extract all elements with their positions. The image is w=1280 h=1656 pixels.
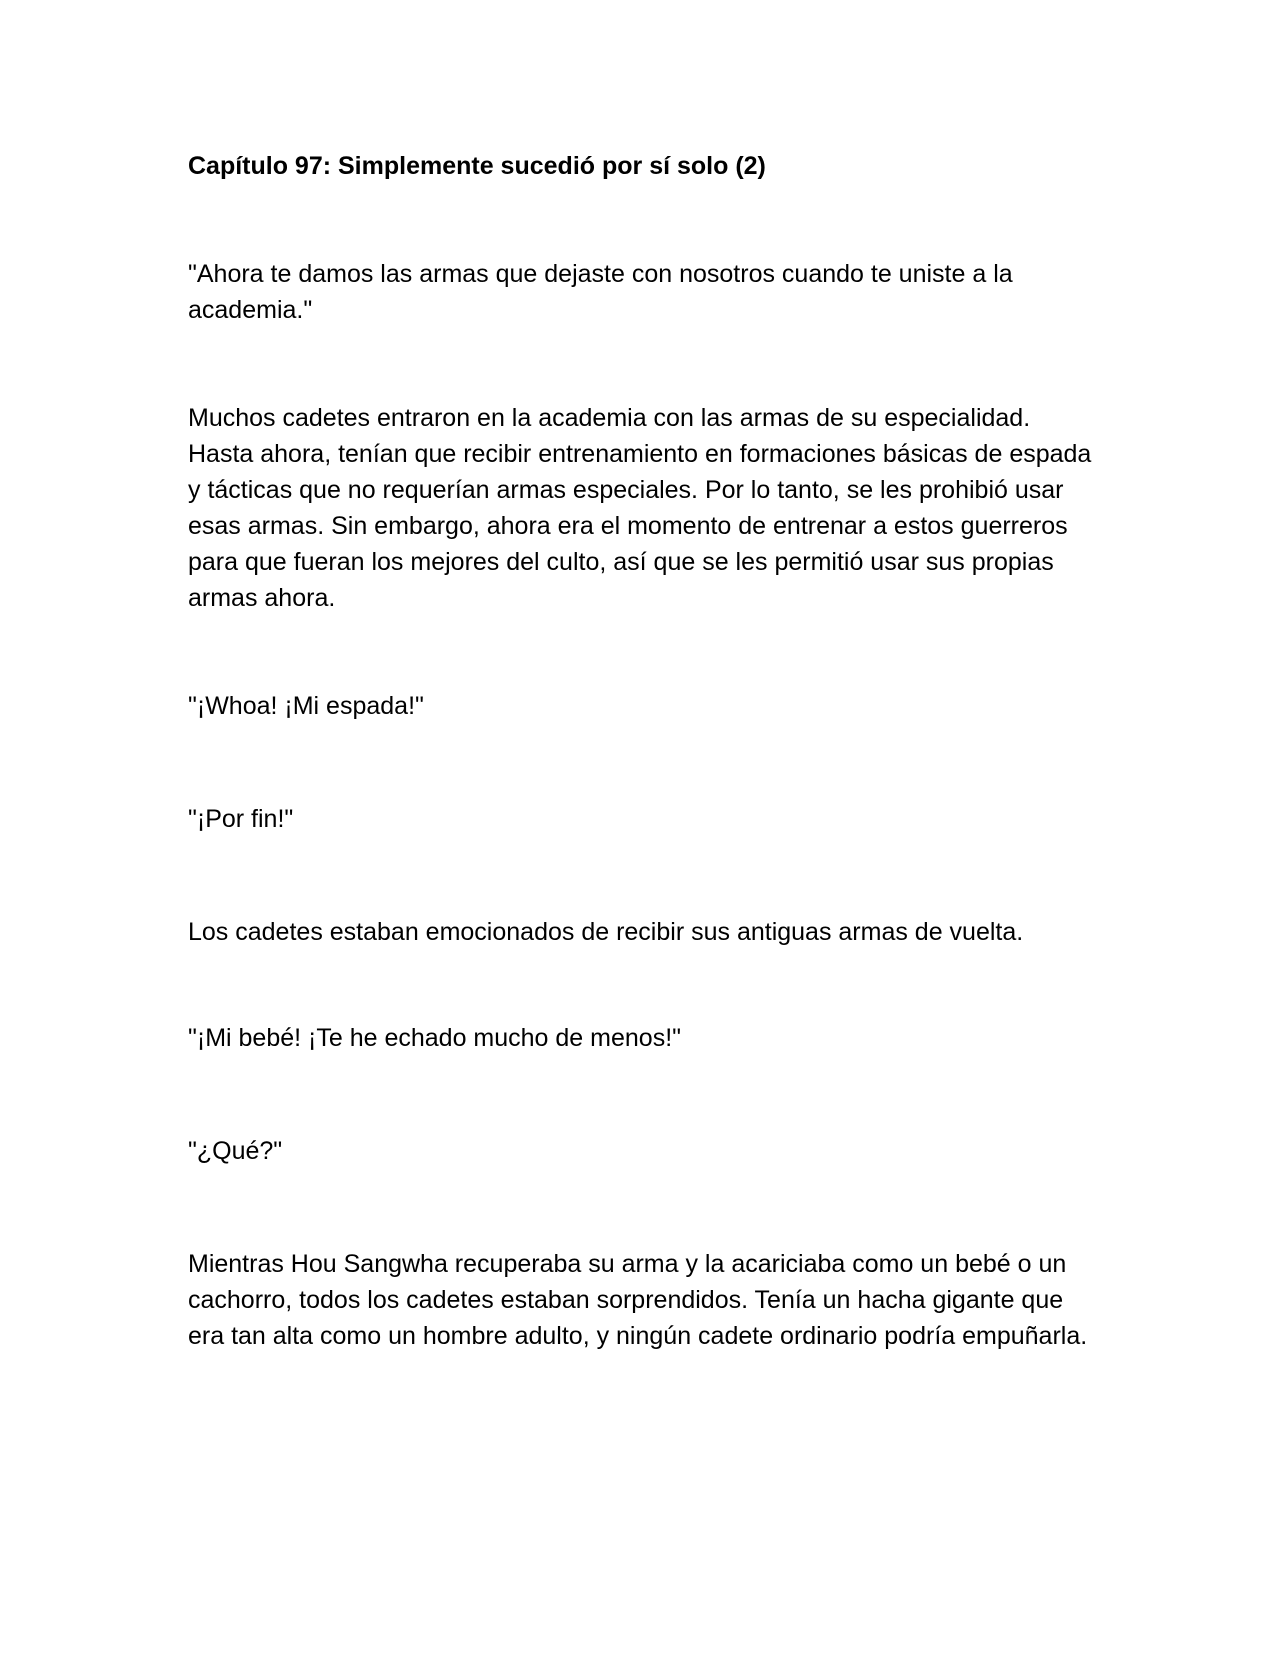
paragraph-6: "¡Mi bebé! ¡Te he echado mucho de menos!"	[188, 1024, 682, 1052]
paragraph-5: Los cadetes estaban emocionados de recibir sus antiguas armas de vuelta.	[188, 918, 1024, 946]
paragraph-7: "¿Qué?"	[188, 1137, 283, 1165]
document-body	[188, 148, 1093, 1354]
paragraph-3: "¡Whoa! ¡Mi espada!"	[188, 692, 424, 720]
paragraph-2: Muchos cadetes entraron en la academia con las armas de su especialidad. Hasta ahora, tenían que recibir entrenamiento en formaciones básicas de espada y tácticas que no requerían armas especiales. Por lo tanto, se les prohibió usar esas armas. Sin embargo, ahora era el momento de entrenar a estos guerreros para que fueran los mejores del culto, así que se les permitió usar sus propias armas ahora.	[188, 404, 1092, 612]
chapter-title: Capítulo 97: Simplemente sucedió por sí solo (2)	[188, 152, 766, 180]
paragraph-1: "Ahora te damos las armas que dejaste con nosotros cuando te uniste a la academia."	[188, 260, 1013, 324]
paragraph-8: Mientras Hou Sangwha recuperaba su arma y la acariciaba como un bebé o un cachorro, todos los cadetes estaban sorprendidos. Tenía un hacha gigante que era tan alta como un hombre adulto, y ningún cadete ordinario podría empuñarla.	[188, 1250, 1088, 1350]
paragraph-4: "¡Por fin!"	[188, 805, 294, 833]
